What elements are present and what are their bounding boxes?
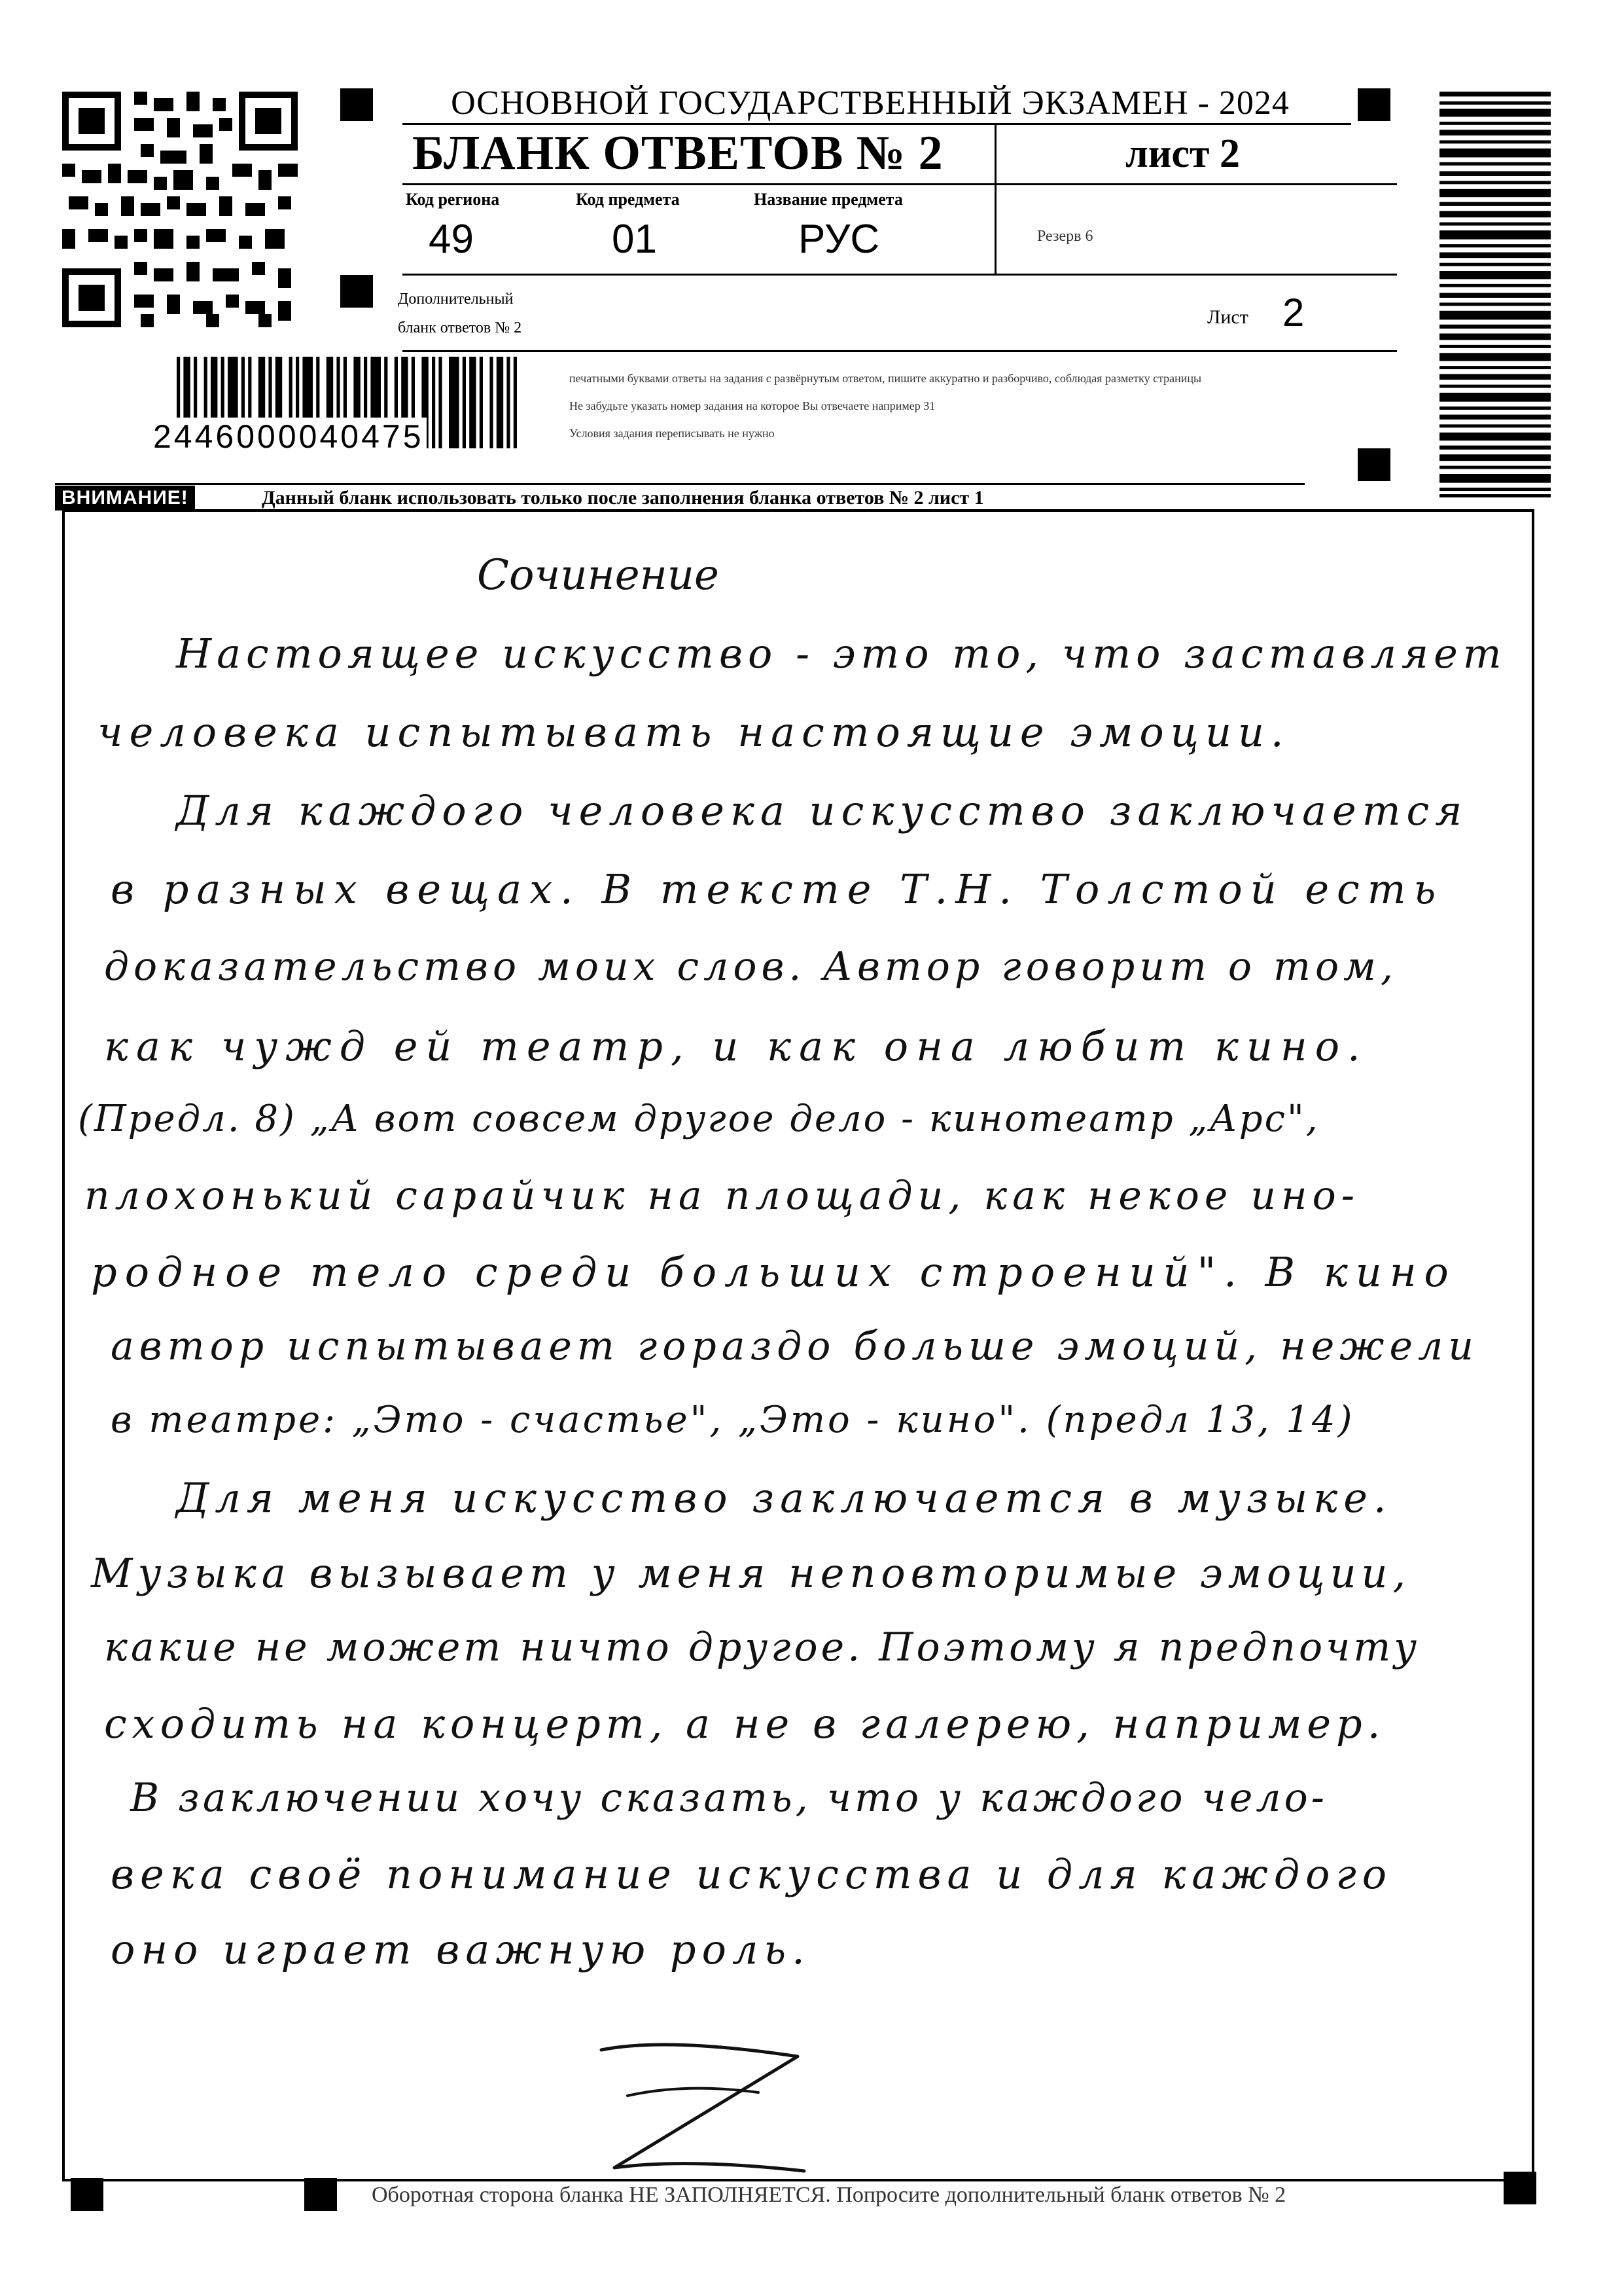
essay-line: плохонький сарайчик на площади, как некое ино- xyxy=(84,1173,1360,1219)
reserve-label: Резерв 6 xyxy=(1037,228,1093,245)
essay-line: автор испытывает гораздо больше эмоций, нежели xyxy=(111,1323,1479,1369)
exam-title: ОСНОВНОЙ ГОСУДАРСТВЕННЫЙ ЭКЗАМЕН - 2024 xyxy=(451,84,1290,122)
essay-title: Сочинение xyxy=(477,551,719,600)
divider xyxy=(995,123,997,274)
essay-line: какие не может ничто другое. Поэтому я предпочту xyxy=(104,1624,1421,1670)
essay-line: человека испытывать настоящие эмоции. xyxy=(97,708,1290,756)
barcode-number: 2446000040475 xyxy=(150,418,427,456)
essay-line: сходить на концерт, а не в галерею, например. xyxy=(104,1700,1386,1748)
subject-code-value: 01 xyxy=(612,217,657,262)
qr-code-icon xyxy=(62,92,298,327)
essay-line: (Предл. 8) „А вот совсем другое дело - кинотеатр „Арс", xyxy=(78,1098,1320,1140)
additional-form-label: Дополнительный xyxy=(398,291,514,308)
essay-line: в театре: „Это - счастье", „Это - кино". (предл 13, 14) xyxy=(111,1399,1355,1441)
vertical-barcode-icon xyxy=(1439,92,1551,497)
essay-line: доказательство моих слов. Автор говорит о том, xyxy=(104,944,1398,990)
instruction-line: Условия задания переписывать не нужно xyxy=(569,427,775,440)
divider xyxy=(402,350,1397,352)
sheet-label: лист 2 xyxy=(1125,132,1240,176)
divider xyxy=(402,123,1351,125)
sheet-number-label: Лист xyxy=(1207,306,1248,328)
registration-marker-top-right xyxy=(1358,88,1390,121)
essay-line: века своё понимание искусства и для каждого xyxy=(111,1850,1393,1898)
essay-line: Настоящее искусство - это то, что заставляет xyxy=(176,630,1507,677)
subject-name-value: РУС xyxy=(798,217,880,262)
essay-line: В заключении хочу сказать, что у каждого чело- xyxy=(130,1775,1328,1821)
essay-line: Для каждого человека искусство заключается xyxy=(176,787,1468,834)
essay-line: Для меня искусство заключается в музыке. xyxy=(176,1474,1392,1522)
registration-marker-bottom-left xyxy=(71,2178,103,2211)
divider xyxy=(55,483,1305,485)
subject-name-label: Название предмета xyxy=(754,190,903,209)
form-title: БЛАНК ОТВЕТОВ № 2 xyxy=(412,126,944,180)
registration-marker-mid-right xyxy=(1358,448,1390,481)
subject-code-label: Код предмета xyxy=(576,190,680,209)
region-code-label: Код региона xyxy=(406,190,500,209)
z-end-mark-icon xyxy=(588,2030,824,2194)
region-code-value: 49 xyxy=(429,217,474,262)
registration-marker-bottom-center xyxy=(304,2178,337,2211)
divider xyxy=(402,274,1397,276)
essay-line: Музыка вызывает у меня неповторимые эмоции, xyxy=(91,1549,1411,1597)
essay-line: оно играет важную роль. xyxy=(111,1926,811,1973)
warning-text: Данный бланк использовать только после заполнения бланка ответов № 2 лист 1 xyxy=(262,487,984,509)
additional-form-label-2: бланк ответов № 2 xyxy=(398,319,522,336)
divider xyxy=(402,183,1397,185)
registration-marker-top-left xyxy=(340,88,373,121)
answer-area xyxy=(62,509,1534,2181)
essay-line: как чужд ей театр, и как она любит кино. xyxy=(104,1022,1368,1070)
registration-marker-mid-left xyxy=(340,275,373,308)
footer-note: Оборотная сторона бланка НЕ ЗАПОЛНЯЕТСЯ. Попросите дополнительный бланк ответов № 2 xyxy=(372,2183,1286,2207)
sheet-number-value: 2 xyxy=(1282,291,1305,334)
warning-badge: ВНИМАНИЕ! xyxy=(55,486,195,511)
essay-line: родное тело среди больших строений". В кино xyxy=(91,1248,1456,1296)
essay-line: в разных вещах. В тексте Т.Н. Толстой есть xyxy=(111,865,1444,913)
instruction-line: Не забудьте указать номер задания на которое Вы отвечаете например 31 xyxy=(569,399,936,412)
instruction-line: печатными буквами ответы на задания с развёрнутым ответом, пишите аккуратно и разборчиво, соблюдая разметку страницы xyxy=(569,372,1202,385)
